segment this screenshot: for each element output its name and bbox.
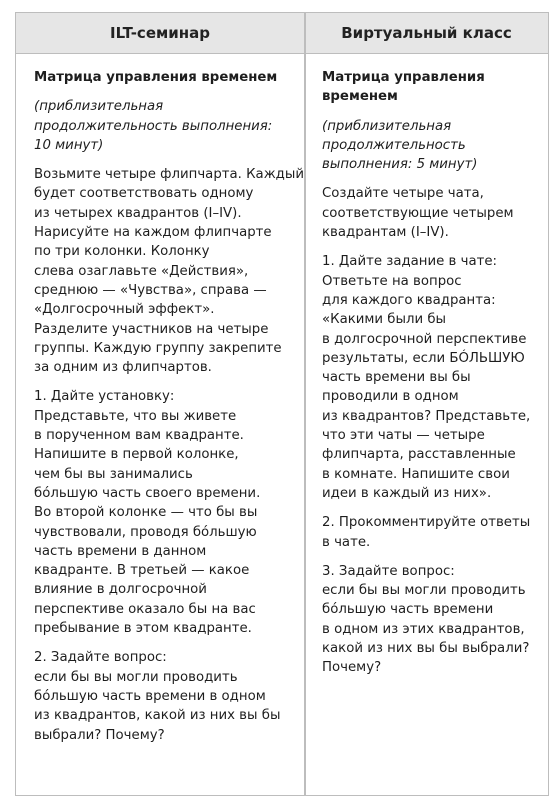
text-line: квадранте. В третьей — какое: [34, 563, 250, 579]
text-line: из квадрантов, какой из них вы бы: [34, 708, 281, 724]
ilt-step-2: [34, 648, 302, 744]
text-line: Разделите участников на четыре: [34, 321, 269, 337]
text-line: (приблизительная: [34, 99, 164, 115]
ilt-step-1: [34, 387, 302, 638]
text-line: результаты, если БÓЛЬШУЮ: [322, 350, 525, 366]
virtual-title: [322, 68, 548, 107]
text-line: Почему?: [322, 660, 382, 676]
text-line: проводили в одном: [322, 389, 459, 405]
text-line: в комнате. Напишите свои: [322, 466, 510, 482]
text-line: группы. Каждую группу закрепите: [34, 340, 282, 356]
text-line: часть времени вы бы: [322, 370, 471, 386]
text-line: в чате.: [322, 534, 371, 550]
header-ilt-seminar: ILT-семинар: [110, 24, 210, 42]
text-line: бóльшую часть времени: [322, 602, 494, 618]
virtual-duration: [322, 117, 548, 175]
text-line: 10 минут): [34, 137, 104, 153]
virtual-column: [322, 54, 548, 678]
text-line: флипчарта, расставленные: [322, 447, 516, 463]
text-line: среднюю — «Чувства», справа —: [34, 282, 267, 298]
ilt-title: [34, 68, 302, 87]
text-line: Создайте четыре чата,: [322, 186, 484, 202]
text-line: если бы вы могли проводить: [322, 583, 526, 599]
text-line: из квадрантов? Представьте,: [322, 408, 531, 424]
text-line: бóльшую часть своего времени.: [34, 485, 261, 501]
text-line: Матрица управления: [322, 70, 485, 85]
table-header: [16, 13, 548, 54]
text-line: будет соответствовать одному: [34, 186, 254, 202]
text-line: Во второй колонке — что бы вы: [34, 505, 258, 521]
text-line: 2. Задайте вопрос:: [34, 650, 167, 666]
text-line: идеи в каждый из них».: [322, 485, 492, 501]
text-line: перспективе оказало бы на вас: [34, 601, 256, 617]
virtual-step-2: [322, 513, 548, 552]
text-line: Возьмите четыре флипчарта. Каждый: [34, 167, 305, 183]
text-line: 2. Прокомментируйте ответы: [322, 515, 531, 531]
text-line: часть времени в данном: [34, 543, 207, 559]
text-line: выбрали? Почему?: [34, 727, 165, 743]
text-line: квадрантам (I–IV).: [322, 225, 449, 241]
text-line: пребывание в этом квадранте.: [34, 621, 252, 637]
text-line: «Какими были бы: [322, 312, 447, 328]
text-line: 1. Дайте установку:: [34, 389, 175, 405]
ilt-column: [34, 54, 305, 745]
text-line: чувствовали, проводя бóльшую: [34, 524, 257, 540]
text-line: за одним из флипчартов.: [34, 360, 212, 376]
text-line: какой из них вы бы выбрали?: [322, 641, 530, 657]
text-line: Матрица управления временем: [34, 70, 278, 85]
text-line: продолжительность: [322, 137, 466, 153]
text-line: из четырех квадрантов (I–IV).: [34, 205, 242, 221]
text-line: в одном из этих квадрантов,: [322, 621, 525, 637]
column-divider: [304, 13, 306, 795]
text-line: продолжительность выполнения:: [34, 118, 273, 134]
text-line: «Долгосрочный эффект».: [34, 302, 215, 318]
text-line: Напишите в первой колонке,: [34, 447, 239, 463]
text-line: по три колонки. Колонку: [34, 244, 210, 260]
ilt-intro: [34, 165, 305, 377]
text-line: слева озаглавьте «Действия»,: [34, 263, 249, 279]
text-line: Ответьте на вопрос: [322, 273, 462, 289]
text-line: чем бы вы занимались: [34, 466, 193, 482]
text-line: выполнения: 5 минут): [322, 157, 478, 173]
virtual-step-3: [322, 562, 548, 678]
text-line: для каждого квадранта:: [322, 292, 496, 308]
text-line: 3. Задайте вопрос:: [322, 563, 455, 579]
text-line: соответствующие четырем: [322, 205, 514, 221]
virtual-step-1: [322, 252, 548, 503]
comparison-table: [15, 12, 549, 796]
text-line: Нарисуйте на каждом флипчарте: [34, 225, 272, 241]
header-virtual-class: Виртуальный класс: [341, 24, 512, 42]
text-line: (приблизительная: [322, 118, 452, 134]
text-line: в долгосрочной перспективе: [322, 331, 527, 347]
ilt-duration: [34, 97, 302, 155]
text-line: в порученном вам квадранте.: [34, 428, 244, 444]
text-line: 1. Дайте задание в чате:: [322, 254, 498, 270]
text-line: временем: [322, 89, 398, 105]
text-line: влияние в долгосрочной: [34, 582, 207, 598]
virtual-intro: [322, 184, 548, 242]
text-line: бóльшую часть времени в одном: [34, 688, 266, 704]
text-line: Представьте, что вы живете: [34, 408, 237, 424]
text-line: если бы вы могли проводить: [34, 669, 238, 685]
text-line: что эти чаты — четыре: [322, 428, 485, 444]
